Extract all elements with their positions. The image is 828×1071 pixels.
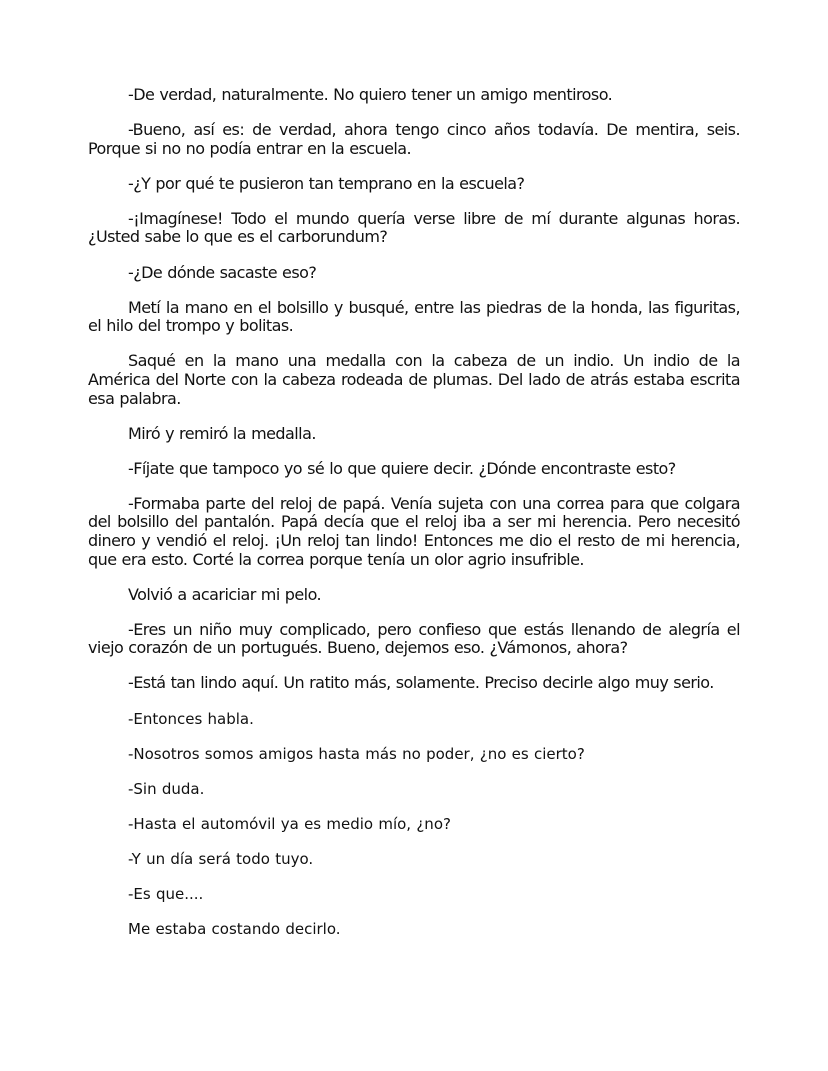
paragraph: -De verdad, naturalmente. No quiero tener un amigo mentiroso. (128, 85, 613, 104)
paragraph: -Eres un niño muy complicado, pero confieso que estás llenando de alegría el viejo corazón de un portugués. Bueno, dejemos eso. ¿Vámonos, ahora? (88, 619, 740, 658)
paragraph: -Hasta el automóvil ya es medio mío, ¿no? (128, 814, 451, 833)
paragraph: -¡Imagínese! Todo el mundo quería verse libre de mí durante algunas horas. ¿Usted sabe lo que es el carborundum? (88, 208, 740, 247)
paragraph: -Está tan lindo aquí. Un ratito más, solamente. Preciso decirle algo muy serio. (128, 673, 714, 693)
paragraph: Me estaba costando decirlo. (128, 920, 341, 939)
paragraph: -Y un día será todo tuyo. (128, 849, 314, 868)
paragraph: Saqué en la mano una medalla con la cabeza de un indio. Un indio de la América del Norte con la cabeza rodeada de plumas. Del lado de atrás estaba escrita esa palabra. (88, 351, 740, 408)
paragraph: -Es que.... (128, 885, 204, 904)
paragraph: -¿Y por qué te pusieron tan temprano en la escuela? (128, 173, 525, 193)
paragraph: Metí la mano en el bolsillo y busqué, entre las piedras de la honda, las figuritas, el hilo del trompo y bolitas. (88, 297, 740, 336)
paragraph: Volvió a acariciar mi pelo. (128, 584, 322, 604)
paragraph: -Entonces habla. (128, 709, 254, 728)
paragraph: Miró y remiró la medalla. (128, 423, 316, 443)
paragraph: -Sin duda. (128, 779, 205, 798)
paragraph: -Formaba parte del reloj de papá. Venía sujeta con una correa para que colgara del bolsillo del pantalón. Papá decía que el reloj iba a ser mi herencia. Pero necesitó dinero y vendió el reloj. ¡Un reloj tan lindo! Entonces me dio el resto de mi herencia, que era esto. Corté la correa porque tenía un olor agrio insufrible. (88, 493, 740, 569)
paragraph: -Nosotros somos amigos hasta más no poder, ¿no es cierto? (128, 744, 585, 763)
paragraph: -Bueno, así es: de verdad, ahora tengo cinco años todavía. De mentira, seis. Porque si no no podía entrar en la escuela. (88, 120, 740, 158)
paragraph: -Fíjate que tampoco yo sé lo que quiere decir. ¿Dónde encontraste esto? (128, 458, 676, 478)
paragraph: -¿De dónde sacaste eso? (128, 262, 317, 282)
document-page (88, 86, 740, 955)
